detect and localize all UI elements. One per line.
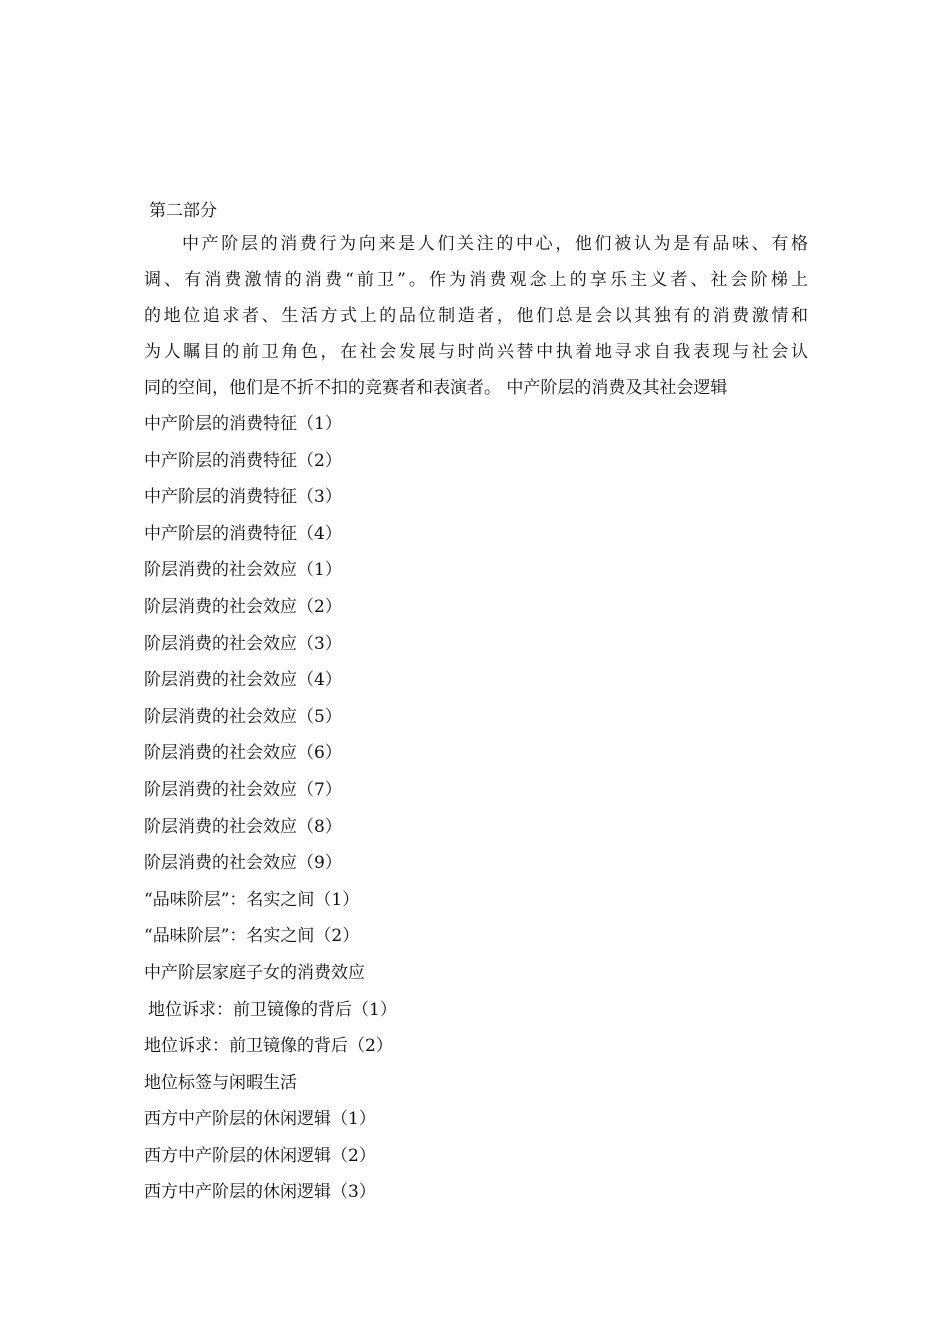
chapter-item: 阶层消费的社会效应（8） (144, 816, 342, 837)
chapter-item: 阶层消费的社会效应（1） (144, 560, 342, 581)
chapter-item: 中产阶层家庭子女的消费效应 (144, 962, 365, 983)
section-heading: 第二部分 (149, 201, 217, 221)
chapter-item: 中产阶层的消费特征（2） (144, 450, 342, 471)
chapter-item: 中产阶层的消费特征（4） (144, 523, 342, 544)
chapter-item: 阶层消费的社会效应（5） (144, 706, 342, 727)
chapter-list (144, 406, 808, 1211)
paragraph-line: 为人瞩目的前卫角色，在社会发展与时尚兴替中执着地寻求自我表现与社会认 (144, 342, 808, 362)
paragraph-line: 中产阶层的消费行为向来是人们关注的中心，他们被认为是有品味、有格 (182, 234, 808, 254)
chapter-item: “品味阶层”：名实之间（1） (144, 889, 360, 910)
chapter-item: 地位标签与闲暇生活 (144, 1072, 297, 1093)
chapter-item: 地位诉求：前卫镜像的背后（1） (148, 999, 397, 1020)
document-body (144, 196, 808, 1211)
intro-paragraph (144, 226, 808, 406)
chapter-item: 阶层消费的社会效应（3） (144, 633, 342, 654)
chapter-item: 阶层消费的社会效应（6） (144, 743, 342, 764)
chapter-item: 地位诉求：前卫镜像的背后（2） (144, 1036, 393, 1057)
chapter-item: 阶层消费的社会效应（9） (144, 853, 342, 874)
chapter-item: 阶层消费的社会效应（7） (144, 779, 342, 800)
paragraph-line: 同的空间，他们是不折不扣的竞赛者和表演者。 中产阶层的消费及其社会逻辑 (144, 378, 728, 398)
chapter-item: 中产阶层的消费特征（3） (144, 487, 342, 508)
chapter-item: 阶层消费的社会效应（2） (144, 596, 342, 617)
chapter-item: 西方中产阶层的休闲逻辑（1） (144, 1109, 376, 1130)
chapter-item: 阶层消费的社会效应（4） (144, 670, 342, 691)
paragraph-line: 调、有消费激情的消费“前卫”。作为消费观念上的享乐主义者、社会阶梯上 (144, 270, 808, 290)
chapter-item: 西方中产阶层的休闲逻辑（2） (144, 1145, 376, 1166)
chapter-item: 西方中产阶层的休闲逻辑（3） (144, 1182, 376, 1203)
chapter-item: 中产阶层的消费特征（1） (144, 414, 342, 434)
paragraph-line: 的地位追求者、生活方式上的品位制造者，他们总是会以其独有的消费激情和 (144, 306, 808, 326)
chapter-item: “品味阶层”：名实之间（2） (144, 926, 360, 947)
